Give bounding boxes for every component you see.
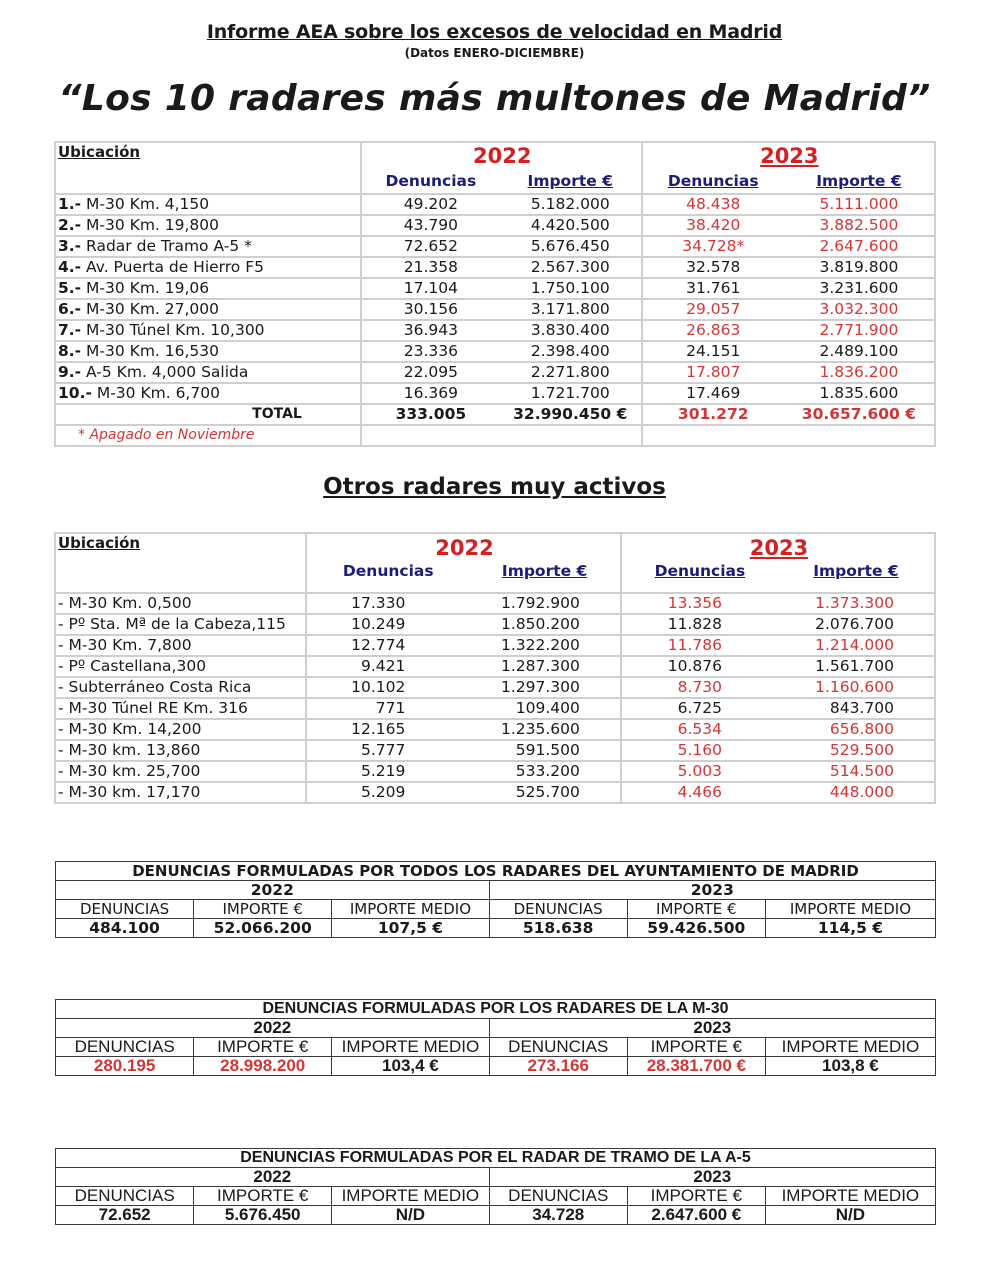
location-name: M-30 Túnel Km. 10,300 bbox=[81, 321, 265, 339]
importe-2023: 2.076.700 bbox=[776, 614, 935, 635]
importe-2023: 514.500 bbox=[776, 761, 935, 782]
denuncias-2023: 17.469 bbox=[642, 383, 782, 404]
col-importe-2023: Importe € bbox=[782, 169, 935, 194]
report-subtitle: (Datos ENERO-DICIEMBRE) bbox=[404, 46, 585, 60]
summary-year-b: 2023 bbox=[489, 881, 935, 900]
summary-value: N/D bbox=[765, 1206, 935, 1225]
table-row bbox=[55, 383, 935, 404]
denuncias-2023: 6.725 bbox=[621, 698, 776, 719]
summary-column-label: IMPORTE € bbox=[194, 1187, 332, 1206]
rank-number: 7.- bbox=[58, 321, 82, 339]
col-denuncias-2023: Denuncias bbox=[621, 562, 776, 593]
location-name: - Pº Castellana,300 bbox=[55, 656, 306, 677]
summary-column-label: IMPORTE MEDIO bbox=[332, 1038, 489, 1057]
denuncias-2022: 30.156 bbox=[361, 299, 498, 320]
summary-year-b: 2023 bbox=[489, 1019, 935, 1038]
importe-2023: 1.835.600 bbox=[782, 383, 935, 404]
year-2022-header: 2022 bbox=[306, 533, 621, 562]
denuncias-2022: 10.249 bbox=[306, 614, 467, 635]
summary-value: 28.381.700 € bbox=[627, 1057, 765, 1076]
summary-column-label: IMPORTE € bbox=[627, 900, 765, 919]
table-row bbox=[55, 656, 935, 677]
location-name: Radar de Tramo A-5 * bbox=[81, 237, 252, 255]
location-cell bbox=[55, 278, 361, 299]
location-name: - M-30 km. 13,860 bbox=[55, 740, 306, 761]
report-title: Informe AEA sobre los excesos de velocidad en Madrid bbox=[206, 21, 783, 43]
rank-number: 9.- bbox=[58, 363, 82, 381]
table-row bbox=[55, 740, 935, 761]
table-row bbox=[55, 677, 935, 698]
importe-2022: 5.676.450 bbox=[498, 236, 642, 257]
summary-value: 52.066.200 bbox=[194, 919, 332, 938]
denuncias-2023: 29.057 bbox=[642, 299, 782, 320]
denuncias-2022: 5.777 bbox=[306, 740, 467, 761]
summary-year-b: 2023 bbox=[489, 1168, 935, 1187]
summary-value: 518.638 bbox=[489, 919, 627, 938]
importe-2022: 525.700 bbox=[467, 782, 621, 803]
summary-value: 103,4 € bbox=[332, 1057, 489, 1076]
summary-column-label: IMPORTE MEDIO bbox=[765, 1187, 935, 1206]
importe-2022: 2.398.400 bbox=[498, 341, 642, 362]
col-denuncias-2022: Denuncias bbox=[306, 562, 467, 593]
denuncias-2023: 17.807 bbox=[642, 362, 782, 383]
location-cell bbox=[55, 383, 361, 404]
location-cell bbox=[55, 215, 361, 236]
summary-column-label: DENUNCIAS bbox=[489, 1187, 627, 1206]
summary-value: 280.195 bbox=[56, 1057, 194, 1076]
summary-title: DENUNCIAS FORMULADAS POR TODOS LOS RADARES DEL AYUNTAMIENTO DE MADRID bbox=[56, 862, 936, 881]
location-name: - Subterráneo Costa Rica bbox=[55, 677, 306, 698]
summary-value: 107,5 € bbox=[332, 919, 489, 938]
importe-2022: 109.400 bbox=[467, 698, 621, 719]
denuncias-2023: 34.728* bbox=[642, 236, 782, 257]
denuncias-2023: 4.466 bbox=[621, 782, 776, 803]
location-cell bbox=[55, 320, 361, 341]
table-row bbox=[55, 635, 935, 656]
importe-2023: 5.111.000 bbox=[782, 194, 935, 215]
denuncias-2022: 5.219 bbox=[306, 761, 467, 782]
importe-2023: 3.819.800 bbox=[782, 257, 935, 278]
summary-value: 5.676.450 bbox=[194, 1206, 332, 1225]
empty-cell bbox=[642, 425, 935, 446]
location-cell bbox=[55, 362, 361, 383]
importe-2023: 1.561.700 bbox=[776, 656, 935, 677]
table-row bbox=[55, 593, 935, 614]
location-cell bbox=[55, 299, 361, 320]
summary-column-label: DENUNCIAS bbox=[489, 1038, 627, 1057]
table-row bbox=[55, 299, 935, 320]
summary-value: 28.998.200 bbox=[194, 1057, 332, 1076]
rank-number: 3.- bbox=[58, 237, 82, 255]
rank-number: 1.- bbox=[58, 195, 82, 213]
summary-value: 72.652 bbox=[56, 1206, 194, 1225]
rank-number: 4.- bbox=[58, 258, 82, 276]
table-row bbox=[55, 320, 935, 341]
importe-2022: 4.420.500 bbox=[498, 215, 642, 236]
importe-2022: 591.500 bbox=[467, 740, 621, 761]
denuncias-2023: 26.863 bbox=[642, 320, 782, 341]
importe-2023: 3.882.500 bbox=[782, 215, 935, 236]
importe-2023: 843.700 bbox=[776, 698, 935, 719]
col-importe-2023: Importe € bbox=[776, 562, 935, 593]
importe-2023: 448.000 bbox=[776, 782, 935, 803]
table-row bbox=[55, 194, 935, 215]
location-name: M-30 Km. 27,000 bbox=[81, 300, 220, 318]
denuncias-2022: 12.774 bbox=[306, 635, 467, 656]
summary-value: 273.166 bbox=[489, 1057, 627, 1076]
location-name: M-30 Km. 6,700 bbox=[91, 384, 220, 402]
importe-2023: 3.032.300 bbox=[782, 299, 935, 320]
importe-2022: 533.200 bbox=[467, 761, 621, 782]
denuncias-2023: 8.730 bbox=[621, 677, 776, 698]
location-name: M-30 Km. 19,800 bbox=[81, 216, 220, 234]
location-name: M-30 Km. 16,530 bbox=[81, 342, 220, 360]
denuncias-2022: 21.358 bbox=[361, 257, 498, 278]
summary-column-label: IMPORTE € bbox=[194, 1038, 332, 1057]
location-name: - M-30 km. 25,700 bbox=[55, 761, 306, 782]
location-name: - M-30 Km. 7,800 bbox=[55, 635, 306, 656]
others-table bbox=[54, 532, 936, 804]
denuncias-2023: 24.151 bbox=[642, 341, 782, 362]
denuncias-2023: 38.420 bbox=[642, 215, 782, 236]
denuncias-2022: 5.209 bbox=[306, 782, 467, 803]
summary-column-label: IMPORTE € bbox=[627, 1187, 765, 1206]
denuncias-2022: 12.165 bbox=[306, 719, 467, 740]
summary-year-a: 2022 bbox=[56, 881, 490, 900]
col-denuncias-2022: Denuncias bbox=[361, 169, 498, 194]
summary-value: N/D bbox=[332, 1206, 489, 1225]
denuncias-2023: 5.003 bbox=[621, 761, 776, 782]
denuncias-2022: 43.790 bbox=[361, 215, 498, 236]
denuncias-2022: 16.369 bbox=[361, 383, 498, 404]
col-denuncias-2023: Denuncias bbox=[642, 169, 782, 194]
denuncias-2022: 771 bbox=[306, 698, 467, 719]
denuncias-2023: 11.786 bbox=[621, 635, 776, 656]
importe-2022: 1.792.900 bbox=[467, 593, 621, 614]
summary-value: 2.647.600 € bbox=[627, 1206, 765, 1225]
importe-2023: 3.231.600 bbox=[782, 278, 935, 299]
importe-2022: 3.830.400 bbox=[498, 320, 642, 341]
importe-2023: 2.647.600 bbox=[782, 236, 935, 257]
importe-2023: 1.836.200 bbox=[782, 362, 935, 383]
total-row bbox=[55, 404, 935, 425]
summary-table bbox=[55, 999, 936, 1076]
denuncias-2023: 11.828 bbox=[621, 614, 776, 635]
summary-column-label: DENUNCIAS bbox=[56, 1187, 194, 1206]
summary-value: 484.100 bbox=[56, 919, 194, 938]
top10-table bbox=[54, 141, 936, 447]
empty-cell bbox=[361, 425, 642, 446]
summary-column-label: IMPORTE € bbox=[194, 900, 332, 919]
total-denuncias-2023: 301.272 bbox=[642, 404, 782, 425]
denuncias-2022: 22.095 bbox=[361, 362, 498, 383]
importe-2022: 1.721.700 bbox=[498, 383, 642, 404]
denuncias-2022: 17.330 bbox=[306, 593, 467, 614]
year-2022-header: 2022 bbox=[361, 142, 642, 169]
summary-column-label: IMPORTE MEDIO bbox=[765, 900, 935, 919]
rank-number: 8.- bbox=[58, 342, 82, 360]
total-importe-2022: 32.990.450 € bbox=[498, 404, 642, 425]
importe-2023: 1.373.300 bbox=[776, 593, 935, 614]
denuncias-2023: 48.438 bbox=[642, 194, 782, 215]
summary-year-a: 2022 bbox=[56, 1019, 490, 1038]
location-cell bbox=[55, 341, 361, 362]
importe-2022: 3.171.800 bbox=[498, 299, 642, 320]
importe-2023: 656.800 bbox=[776, 719, 935, 740]
importe-2023: 1.160.600 bbox=[776, 677, 935, 698]
location-name: M-30 Km. 19,06 bbox=[81, 279, 210, 297]
importe-2022: 1.750.100 bbox=[498, 278, 642, 299]
footnote: * Apagado en Noviembre bbox=[55, 425, 361, 446]
importe-2022: 1.850.200 bbox=[467, 614, 621, 635]
importe-2022: 1.287.300 bbox=[467, 656, 621, 677]
importe-2022: 1.297.300 bbox=[467, 677, 621, 698]
denuncias-2022: 36.943 bbox=[361, 320, 498, 341]
importe-2022: 2.567.300 bbox=[498, 257, 642, 278]
importe-2022: 1.322.200 bbox=[467, 635, 621, 656]
summary-column-label: DENUNCIAS bbox=[56, 900, 194, 919]
total-importe-2023: 30.657.600 € bbox=[782, 404, 935, 425]
importe-2022: 2.271.800 bbox=[498, 362, 642, 383]
summary-column-label: IMPORTE MEDIO bbox=[765, 1038, 935, 1057]
table-row bbox=[55, 236, 935, 257]
section-title: Otros radares muy activos bbox=[323, 474, 666, 500]
summary-title: DENUNCIAS FORMULADAS POR LOS RADARES DE LA M-30 bbox=[56, 1000, 936, 1019]
summary-column-label: IMPORTE € bbox=[627, 1038, 765, 1057]
table-row bbox=[55, 257, 935, 278]
location-header: Ubicación bbox=[55, 533, 306, 593]
denuncias-2023: 31.761 bbox=[642, 278, 782, 299]
location-cell bbox=[55, 257, 361, 278]
table-row bbox=[55, 362, 935, 383]
denuncias-2023: 13.356 bbox=[621, 593, 776, 614]
location-name: - Pº Sta. Mª de la Cabeza,115 bbox=[55, 614, 306, 635]
summary-value: 34.728 bbox=[489, 1206, 627, 1225]
importe-2023: 1.214.000 bbox=[776, 635, 935, 656]
table-row bbox=[55, 278, 935, 299]
location-header: Ubicación bbox=[55, 142, 361, 194]
importe-2023: 2.771.900 bbox=[782, 320, 935, 341]
location-cell bbox=[55, 236, 361, 257]
rank-number: 6.- bbox=[58, 300, 82, 318]
total-denuncias-2022: 333.005 bbox=[361, 404, 498, 425]
denuncias-2023: 5.160 bbox=[621, 740, 776, 761]
summary-column-label: DENUNCIAS bbox=[56, 1038, 194, 1057]
denuncias-2022: 23.336 bbox=[361, 341, 498, 362]
table-row bbox=[55, 782, 935, 803]
summary-year-a: 2022 bbox=[56, 1168, 490, 1187]
importe-2023: 2.489.100 bbox=[782, 341, 935, 362]
denuncias-2023: 32.578 bbox=[642, 257, 782, 278]
location-name: - M-30 Km. 14,200 bbox=[55, 719, 306, 740]
denuncias-2022: 17.104 bbox=[361, 278, 498, 299]
denuncias-2023: 10.876 bbox=[621, 656, 776, 677]
summary-value: 103,8 € bbox=[765, 1057, 935, 1076]
location-name: Av. Puerta de Hierro F5 bbox=[81, 258, 264, 276]
rank-number: 5.- bbox=[58, 279, 82, 297]
table-row bbox=[55, 698, 935, 719]
table-row bbox=[55, 215, 935, 236]
importe-2023: 529.500 bbox=[776, 740, 935, 761]
rank-number: 10.- bbox=[58, 384, 92, 402]
summary-value: 59.426.500 bbox=[627, 919, 765, 938]
denuncias-2022: 9.421 bbox=[306, 656, 467, 677]
year-2023-header: 2023 bbox=[642, 142, 935, 169]
denuncias-2023: 6.534 bbox=[621, 719, 776, 740]
location-name: M-30 Km. 4,150 bbox=[81, 195, 210, 213]
table-row bbox=[55, 719, 935, 740]
table-row bbox=[55, 341, 935, 362]
location-name: - M-30 Túnel RE Km. 316 bbox=[55, 698, 306, 719]
summary-title: DENUNCIAS FORMULADAS POR EL RADAR DE TRAMO DE LA A-5 bbox=[56, 1149, 936, 1168]
table-row bbox=[55, 761, 935, 782]
total-label: TOTAL bbox=[55, 404, 361, 425]
table-row bbox=[55, 614, 935, 635]
denuncias-2022: 49.202 bbox=[361, 194, 498, 215]
location-name: - M-30 km. 17,170 bbox=[55, 782, 306, 803]
summary-value: 114,5 € bbox=[765, 919, 935, 938]
col-importe-2022: Importe € bbox=[467, 562, 621, 593]
rank-number: 2.- bbox=[58, 216, 82, 234]
location-name: - M-30 Km. 0,500 bbox=[55, 593, 306, 614]
importe-2022: 5.182.000 bbox=[498, 194, 642, 215]
year-2023-header: 2023 bbox=[621, 533, 935, 562]
summary-column-label: IMPORTE MEDIO bbox=[332, 900, 489, 919]
headline: “Los 10 radares más multones de Madrid” bbox=[58, 78, 931, 119]
location-name: A-5 Km. 4,000 Salida bbox=[81, 363, 249, 381]
summary-table bbox=[55, 1148, 936, 1225]
location-cell bbox=[55, 194, 361, 215]
summary-column-label: IMPORTE MEDIO bbox=[332, 1187, 489, 1206]
col-importe-2022: Importe € bbox=[498, 169, 642, 194]
denuncias-2022: 72.652 bbox=[361, 236, 498, 257]
denuncias-2022: 10.102 bbox=[306, 677, 467, 698]
summary-column-label: DENUNCIAS bbox=[489, 900, 627, 919]
importe-2022: 1.235.600 bbox=[467, 719, 621, 740]
summary-table bbox=[55, 861, 936, 938]
